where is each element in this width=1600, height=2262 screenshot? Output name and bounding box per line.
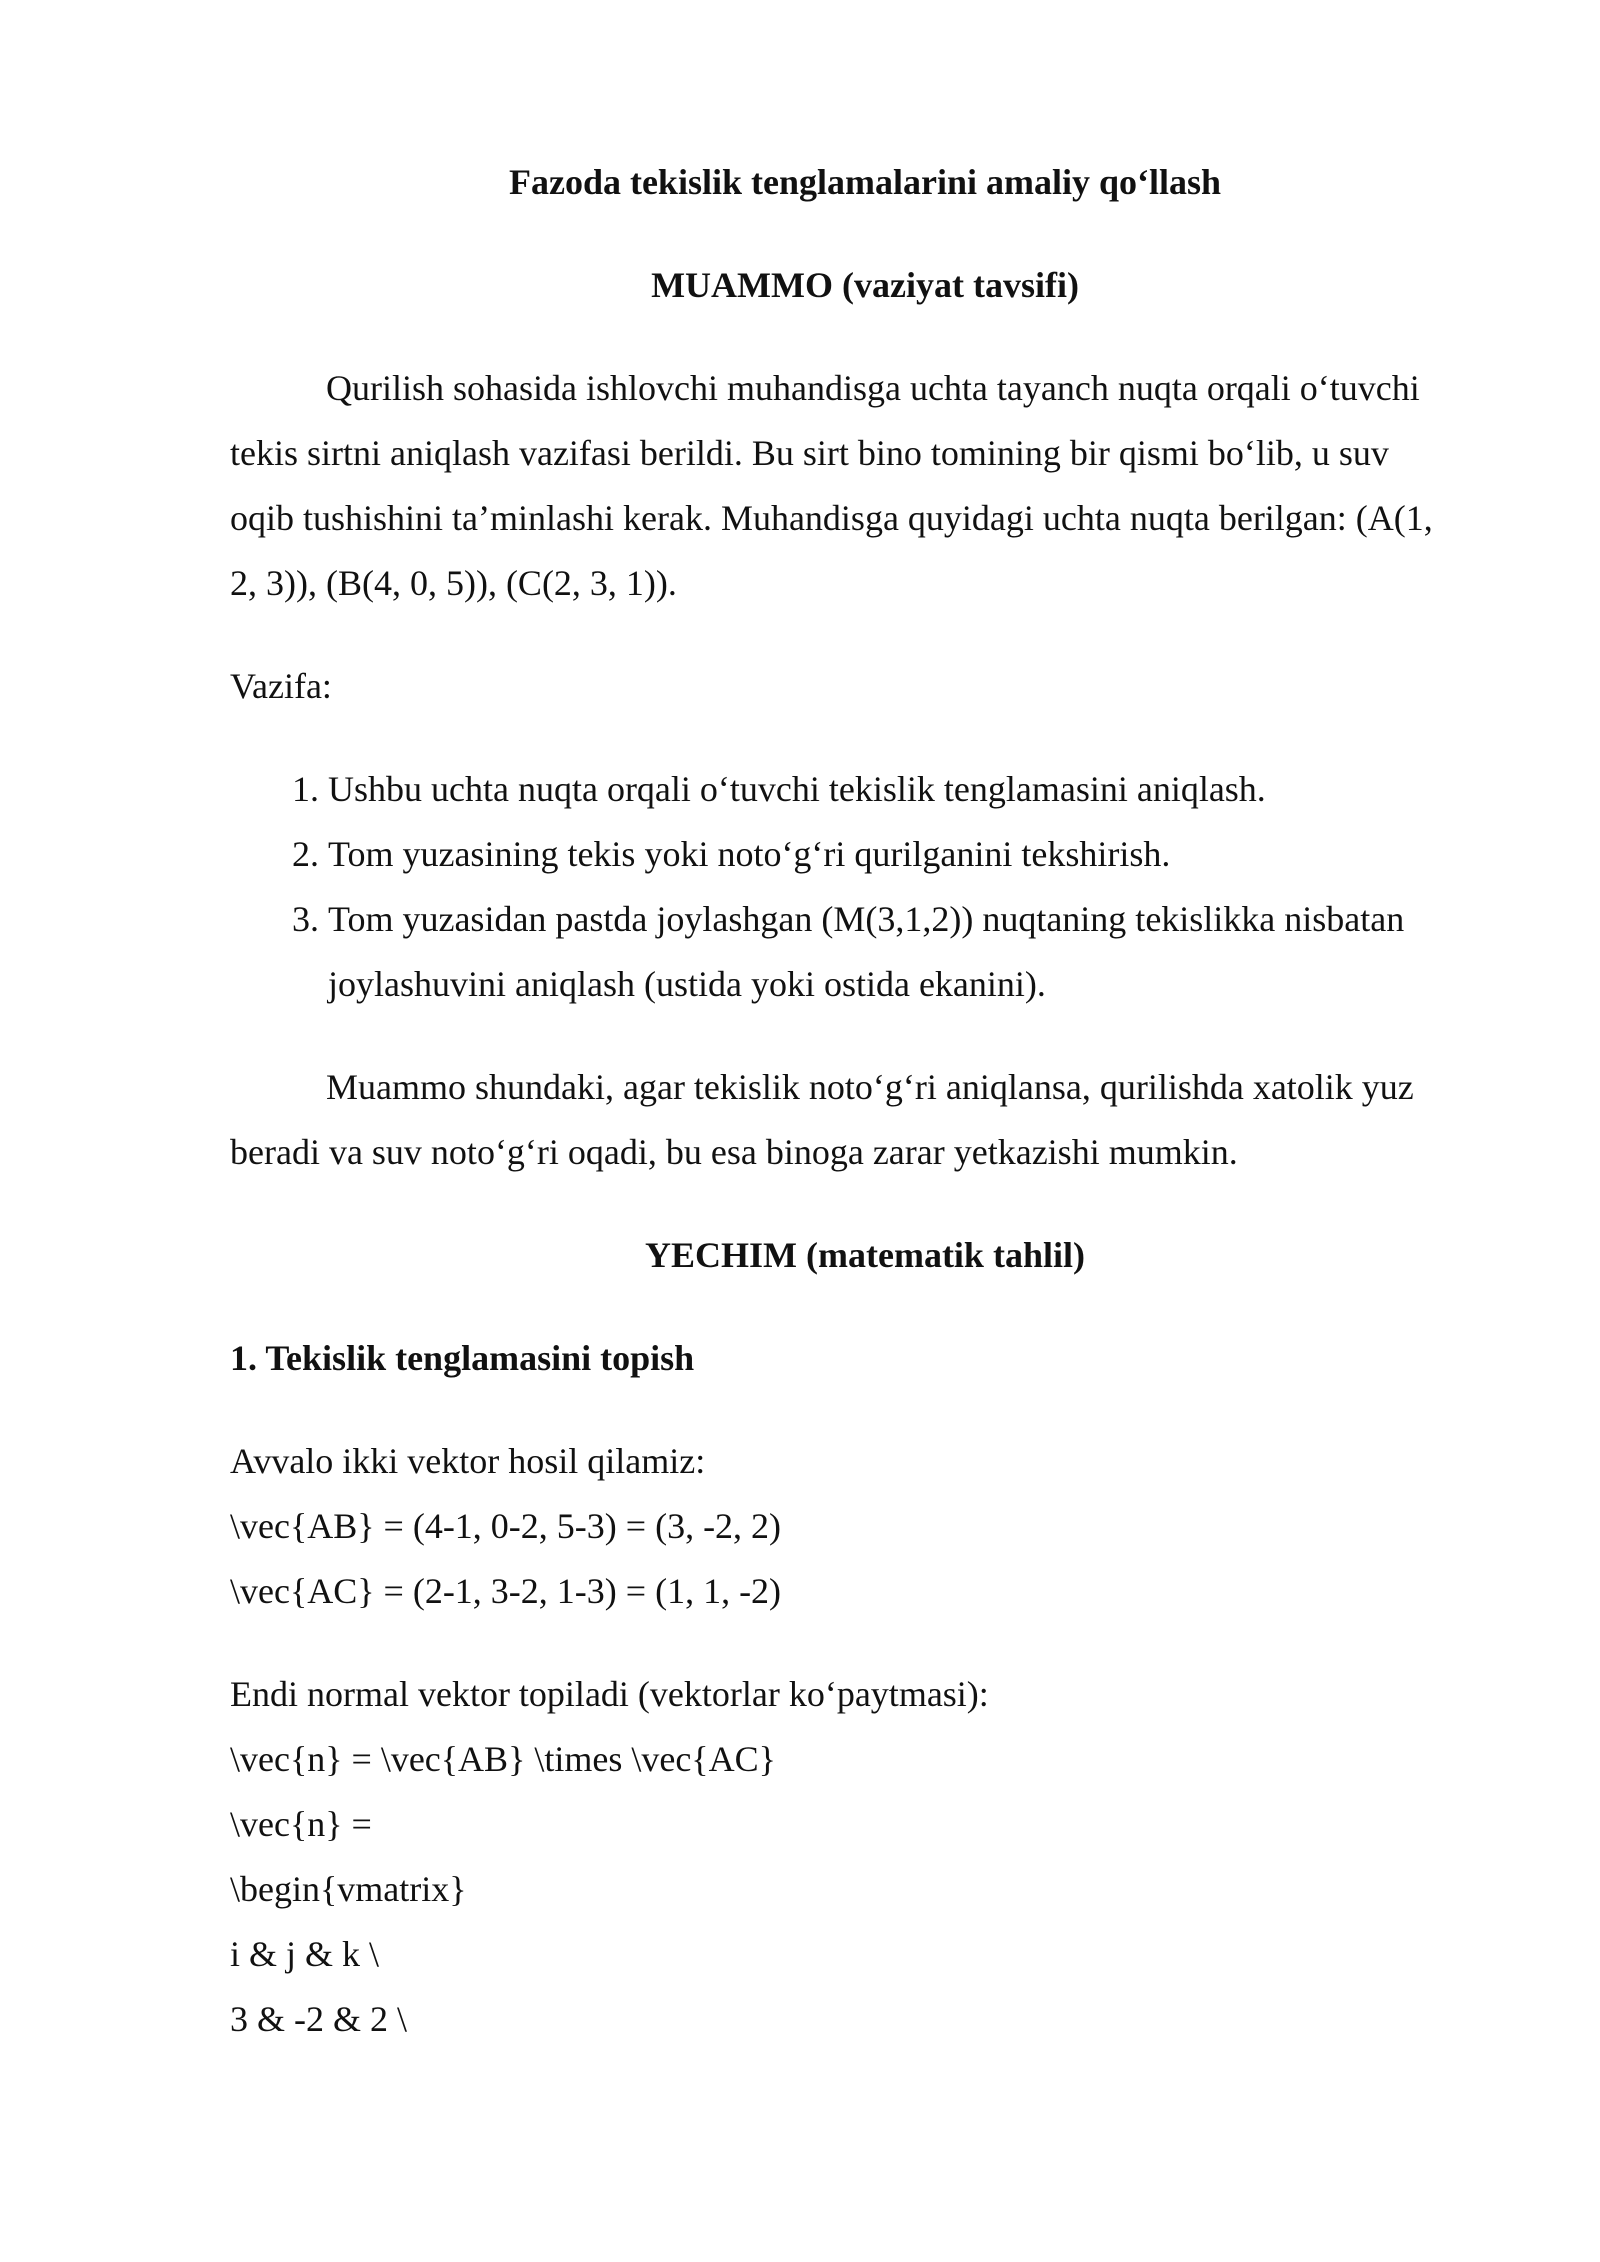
section-heading-muammo: MUAMMO (vaziyat tavsifi) xyxy=(651,265,1079,305)
matrix-begin-line: \begin{vmatrix} xyxy=(230,1869,467,1909)
subsection-heading-plane-equation: 1. Tekislik tenglamasini topish xyxy=(230,1338,695,1378)
normal-equals-line: \vec{n} = xyxy=(230,1804,372,1844)
task-item: 2. Tom yuzasining tekis yoki noto‘g‘ri qurilganini tekshirish. xyxy=(328,822,1460,887)
matrix-row-line: 3 & -2 & 2 \ xyxy=(230,1999,407,2039)
section-heading-yechim: YECHIM (matematik tahlil) xyxy=(645,1235,1085,1275)
document-title: Fazoda tekislik tenglamalarini amaliy qo‘llash xyxy=(508,162,1222,202)
vector-ab-line: \vec{AB} = (4-1, 0-2, 5-3) = (3, -2, 2) xyxy=(230,1506,782,1546)
task-item: 1. Ushbu uchta nuqta orqali o‘tuvchi tekislik tenglamasini aniqlash. xyxy=(328,757,1460,822)
vectors-intro-line: Avvalo ikki vektor hosil qilamiz: xyxy=(230,1441,706,1481)
vector-ac-line: \vec{AC} = (2-1, 3-2, 1-3) = (1, 1, -2) xyxy=(230,1571,782,1611)
matrix-row-line: i & j & k \ xyxy=(230,1934,380,1974)
tasks-label: Vazifa: xyxy=(230,666,332,706)
cross-product-line: \vec{n} = \vec{AB} \times \vec{AC} xyxy=(230,1739,776,1779)
paragraph-problem-consequence: Muammo shundaki, agar tekislik noto‘g‘ri aniqlansa, qurilishda xatolik yuz beradi va suv noto‘g‘ri oqadi, bu esa binoga zarar yetkazishi mumkin. xyxy=(230,1067,1414,1172)
normal-intro-line: Endi normal vektor topiladi (vektorlar ko‘paytmasi): xyxy=(230,1674,989,1714)
task-list xyxy=(230,757,1460,1017)
task-item: 3. Tom yuzasidan pastda joylashgan (M(3,1,2)) nuqtaning tekislikka nisbatan joylashuvini aniqlash (ustida yoki ostida ekanini). xyxy=(328,887,1460,1017)
paragraph-problem-description: Qurilish sohasida ishlovchi muhandisga uchta tayanch nuqta orqali o‘tuvchi tekis sirtni aniqlash vazifasi berildi. Bu sirt bino tomining bir qismi bo‘lib, u suv oqib tushishini ta’minlashi kerak. Muhandisga quyidagi uchta nuqta berilgan: (A(1, 2, 3)), (B(4, 0, 5)), (C(2, 3, 1)). xyxy=(230,368,1433,603)
normal-vector-block xyxy=(230,1662,1460,2052)
vectors-block xyxy=(230,1429,1460,1624)
